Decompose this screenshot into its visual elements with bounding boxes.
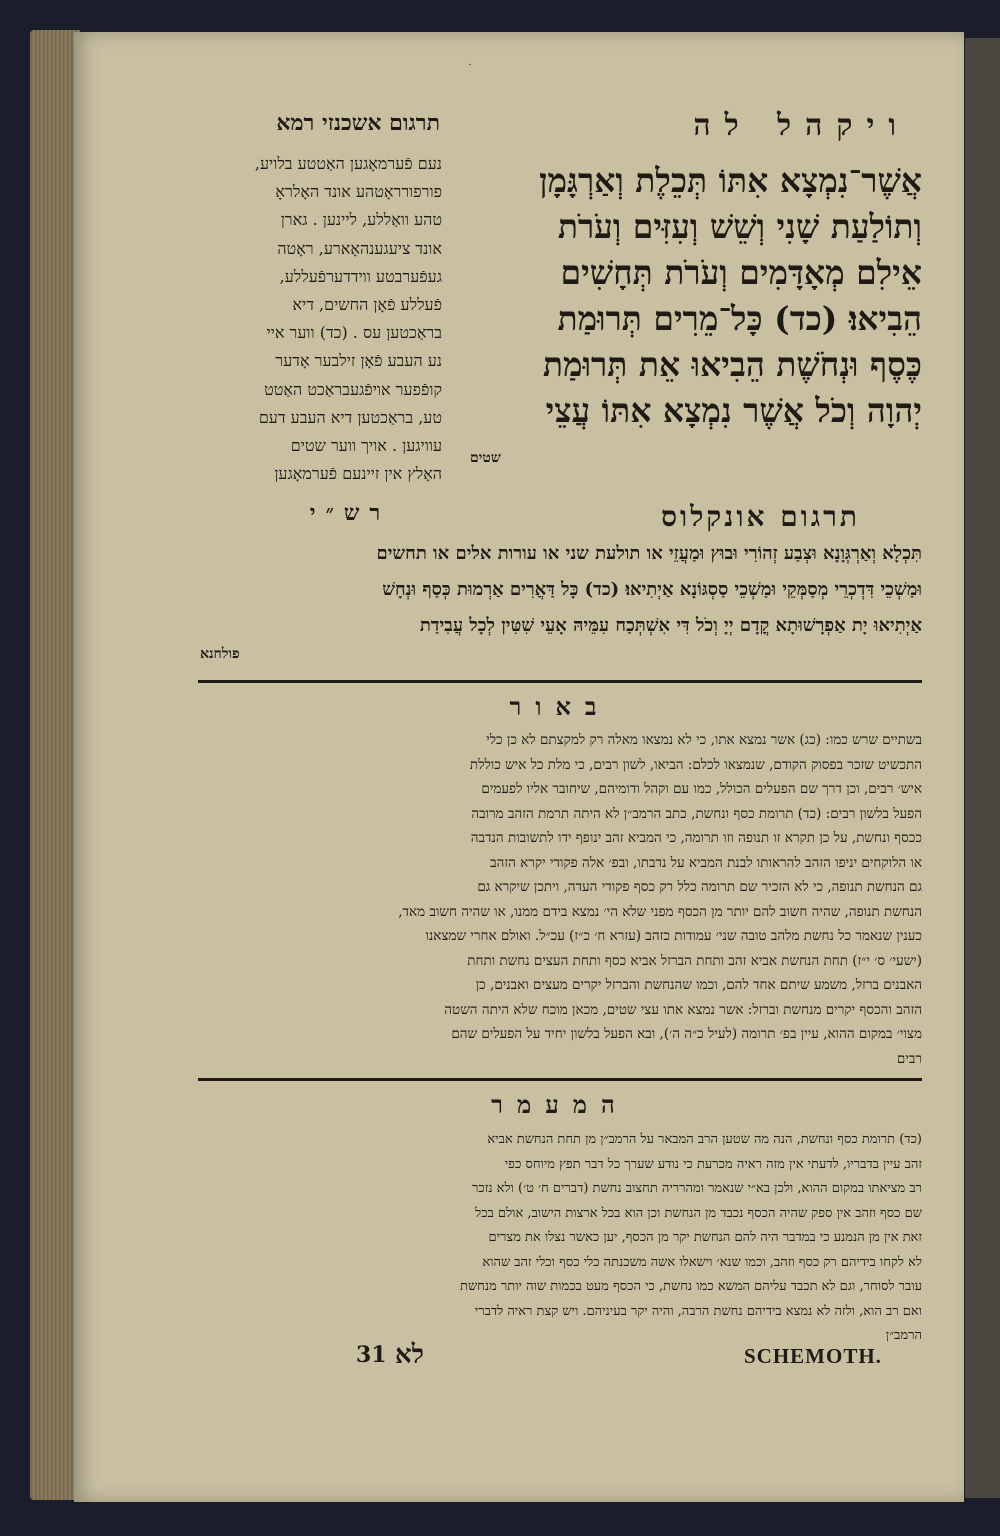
haamar-header: המעמר: [491, 1090, 629, 1119]
yiddish-line: פורפורראָטהע אונד האָלראָ: [275, 182, 442, 202]
book-page-edges: [30, 30, 80, 1500]
verse-line: הֵבִיאוּ׃ (כד) כָּל־מֵרִים תְּרוּמַת: [557, 299, 922, 338]
yiddish-line: בראַכטען עס . (כד) ווער איי: [266, 323, 442, 343]
haamar-line: (כד) תרומת כסף ונחשת, הנה מה שטען הרב המבאר על הרמב״ן מן תחת הנחשת אביא: [487, 1132, 922, 1147]
rashi-header: רש״י: [309, 500, 391, 526]
haamar-line: ואם רב הוא, ולזה לא נמצא בידיהם נחשת הרבה, והיה יקר בעיניהם. ויש קצת ראיה לדברי: [474, 1303, 922, 1319]
facing-page-edge: [965, 38, 1000, 1498]
biur-line: (ישעי׳ ס׳ י״ז) תחת הנחשת אביא זהב ותחת הברזל אביא כסף ותחת העצים נחשת ותחת: [467, 952, 922, 969]
biur-line: התכשיט שזכר בפסוק הקודם, שנמצאו לכלם: הביאו, לשון רבים, כי מלת כל איש כוללת: [469, 756, 922, 773]
yiddish-line: אונד ציעגענהאָארע, ראָטה: [277, 238, 442, 258]
hebrew-page-number: לא: [395, 1340, 424, 1370]
yiddish-line: קופֿפער אויפֿגעבראַכט האַטט: [264, 379, 442, 399]
verse-catchword: שטים: [470, 450, 501, 466]
biur-commentary: [200, 728, 922, 1071]
biur-line: הפעל בלשון רבים: (כד) תרומת כסף ונחשת, כתב הרמב״ן לא היתה תרמת הזהב מרובה: [471, 805, 922, 822]
haamar-line: עובר לסוחר, וגם לא תכבד עליהם המשא כמו נחשת, כי הכסף מעט בכמות שוה יותר מנחשת: [460, 1279, 922, 1294]
yiddish-line: נעם פֿערמאָגען האַטטע בלויע,: [254, 154, 442, 173]
yiddish-line: פֿעללע פֿאָן החשים, דיא: [292, 295, 442, 315]
haamar-line: זהב עיין בדבריו, לדעתי אין מזה ראיה מכרעת כי נודע שערך כל דבר תפץ מיוחס כפי: [504, 1156, 922, 1172]
onkelos-text: [200, 536, 922, 644]
verse-line: כֶּסֶף וּנְחֹשֶׁת הֵבִיאוּ אֵת תְּרוּמַת: [542, 345, 922, 384]
biur-line: כענין שנאמר כל נחשת מלהב טובה שני׳ עמודות כזהב (עזרא ח׳ כ״ז) עכ״ל. ואולם אחרי שמצאנו: [425, 928, 922, 944]
biur-line: איש׳ רבים, וכן דרך שם הפעלים הכולל, כמו עם וקהל ודומיהם, שיחובר אליו לפעמים: [481, 781, 922, 797]
verse-line: יְהוָה וְכֹל אֲשֶׁר נִמְצָא אִתּוֹ עֲצֵי: [545, 391, 922, 430]
haamar-line: רב מציאתו במקום ההוא, ולכן בא״י שנאמר ומהרריה תחצוב נחשת (דברים ח׳ ט׳) ולא נזכר: [471, 1181, 922, 1196]
biur-line: מצוי׳ במקום ההוא, עיין בפ׳ תרומה (לעיל כ״ה ה׳), ובא הפעל בלשון יחיד על הפעלים שהם: [451, 1026, 922, 1042]
yiddish-header: תרגום אשכנזי רמא: [276, 110, 440, 136]
onkelos-line: וּמַשְׁכֵי דִּדְכְרֵי מְסַמְּקֵי וּמַשְׁכֵי סַסְגּוֹנָא אַיְתִיאוּ׃ (כד) כָּל דַּאֲרִים אַרְמוּת כְּסַף וּנְחָשׁ: [382, 579, 922, 600]
biur-line: או הלוקחים יניפו הזהב להראותו לבנת המביא על נדבתו, ובפ׳ אלה פקודי יקרא הזהב: [490, 854, 922, 871]
biur-header: באור: [509, 692, 611, 721]
haamar-line: הרמב״ן: [885, 1328, 922, 1343]
onkelos-header: תרגום אונקלוס: [661, 500, 860, 533]
book-title-footer: SCHEMOTH.: [744, 1344, 882, 1368]
yiddish-line: טהע וואַללע, ליינען . גארן: [280, 210, 442, 230]
parasha-header: ויקהל לה: [693, 108, 910, 143]
haamar-line: זאת אין מן הנמנע כי במדבר היה להם הנחשת יקר מן הכסף, יען כאשר נצלו את מצרים: [488, 1230, 922, 1245]
biur-line: האבנים ברזל, משמע שיתם אחד להם, וכמו שהנחשת והברזל יקרים מעצים ואבנים, כן: [475, 977, 922, 993]
biur-line: הזהב והכסף יקרים מנחשת וברזל: אשר נמצא אתו עצי שטים, מכאן מוכח שלא היתה השטה: [444, 1001, 922, 1018]
yiddish-translation: [180, 150, 442, 488]
verse-line: אֵילִם מְאָדָּמִים וְעֹרֹת תְּחָשִׁים: [560, 253, 922, 292]
haamar-line: לא לקחו בידיהם רק כסף וזהב, וכמו שנא׳ וישאלו אשה משכנתה כלי כסף וכלי זהב שהוא: [482, 1254, 922, 1270]
verse-line: אֲשֶׁר־נִמְצָא אִתּוֹ תְּכֵלֶת וְאַרְגָּמָן: [539, 161, 922, 200]
scripture-text: [460, 158, 922, 434]
verse-line: וְתוֹלַעַת שָׁנִי וְשֵׁשׁ וְעִזִּים וְעֹרֹת: [557, 207, 922, 246]
biur-line: בשתיים שרש כמו: (כג) אשר נמצא אתו, כי לא נמצאו מאלה רק למקצתם לא כן כלי: [486, 732, 922, 748]
biur-line: רבים: [896, 1050, 922, 1067]
divider-rule: [198, 680, 922, 683]
yiddish-line: עוויגען . אויך ווער שטים: [290, 436, 442, 456]
page-number: 31: [356, 1342, 387, 1368]
biur-line: הנחשת תנופה, שהיה חשוב להם יותר מן הכסף מפני שלא הי׳ נמצא בידם ממנו, או שהיה חשוב מאד,: [398, 903, 922, 920]
haamar-line: שם כסף וזהב אין ספק שהיה הכסף נכבד מן הנחשת וכן הוא בכל ארצות הישוב, אולם בכל: [475, 1205, 922, 1221]
onkelos-line: תִּכְלָא וְאַרְגְּוָנָא וּצְבַע זְהוֹרִי וּבוּץ וּמַעֲזֵי או תולעת שני או עורות אלים או תחשים: [376, 543, 922, 564]
divider-rule: [198, 1078, 922, 1081]
haamar-commentary: [200, 1128, 922, 1349]
yiddish-line: טע, בראַכטען דיא העבע דעם: [258, 407, 442, 427]
onkelos-catchword: פולחנא: [200, 646, 240, 662]
yiddish-line: האָלץ אין זיינעם פֿערמאָגען: [274, 464, 442, 484]
yiddish-line: נע העבע פֿאָן זילבער אָדער: [275, 351, 442, 371]
onkelos-line: אַיְתִיאוּ יָת אַפְרָשׁוּתָא קֳדָם יְיָ וְכֹל דִּי אִשְׁתְּכַח עִמֵּיהּ אָעֵי שִׁטִּין לְכָל עֲבִידַת: [419, 615, 922, 636]
biur-line: ככסף ונחשת, על כן תקרא זו תנופה וזו תרומה, כי המביא זהב ינופף ידו לתשובות הנדבה: [470, 830, 922, 846]
yiddish-line: געפֿערבטע ווידדערפֿעללע,: [279, 266, 442, 286]
biur-line: גם הנחשת תנופה, כי לא הזכיר שם תרומה כלל רק כסף פקודי העדה, ויתכן שיקרא גם: [477, 879, 922, 895]
